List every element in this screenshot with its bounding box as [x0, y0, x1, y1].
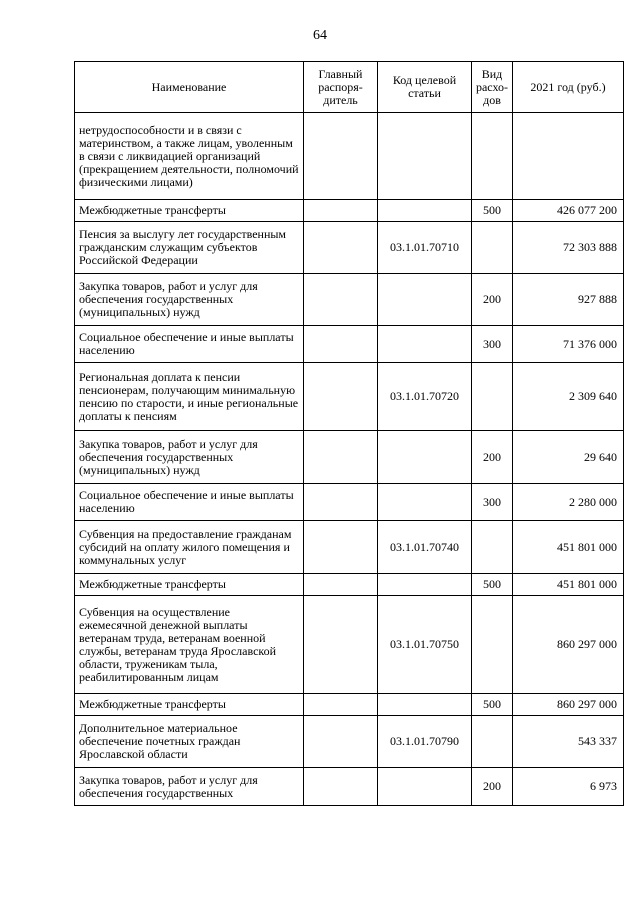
- cell-name: Межбюджетные трансферты: [75, 694, 304, 716]
- table-row: [75, 200, 624, 222]
- cell-name: Социальное обеспечение и иные выплаты населению: [75, 326, 304, 363]
- cell-code: [378, 484, 472, 521]
- table-row: [75, 363, 624, 431]
- cell-admin: [304, 274, 378, 326]
- cell-name: Дополнительное материальное обеспечение почетных граждан Ярославской области: [75, 716, 304, 768]
- table-row: [75, 113, 624, 200]
- cell-type: 500: [472, 200, 513, 222]
- cell-code: [378, 200, 472, 222]
- table-row: [75, 326, 624, 363]
- table-row: [75, 222, 624, 274]
- cell-admin: [304, 484, 378, 521]
- cell-name: Субвенция на предоставление гражданам субсидий на оплату жилого помещения и коммунальных услуг: [75, 521, 304, 574]
- table-row: [75, 484, 624, 521]
- cell-admin: [304, 768, 378, 806]
- cell-type: 500: [472, 694, 513, 716]
- header-admin: Главный распоря-дитель: [304, 62, 378, 113]
- cell-type: 300: [472, 326, 513, 363]
- cell-type: [472, 222, 513, 274]
- cell-code: 03.1.01.70790: [378, 716, 472, 768]
- table-row: [75, 694, 624, 716]
- table-row: [75, 431, 624, 484]
- cell-name: Пенсия за выслугу лет государственным гражданским служащим субъектов Российской Федерации: [75, 222, 304, 274]
- cell-code: [378, 768, 472, 806]
- cell-type: [472, 596, 513, 694]
- table-row: [75, 716, 624, 768]
- cell-amount: 426 077 200: [513, 200, 624, 222]
- cell-admin: [304, 431, 378, 484]
- cell-amount: [513, 113, 624, 200]
- cell-admin: [304, 716, 378, 768]
- cell-type: 200: [472, 274, 513, 326]
- table-body: [75, 113, 624, 806]
- cell-code: [378, 431, 472, 484]
- cell-admin: [304, 222, 378, 274]
- cell-amount: 72 303 888: [513, 222, 624, 274]
- cell-name: Закупка товаров, работ и услуг для обеспечения государственных (муниципальных) нужд: [75, 274, 304, 326]
- cell-amount: 71 376 000: [513, 326, 624, 363]
- cell-code: [378, 574, 472, 596]
- cell-code: [378, 274, 472, 326]
- header-type: Вид расхо-дов: [472, 62, 513, 113]
- cell-code: [378, 694, 472, 716]
- cell-code: 03.1.01.70750: [378, 596, 472, 694]
- cell-admin: [304, 326, 378, 363]
- table-row: [75, 274, 624, 326]
- cell-amount: 451 801 000: [513, 574, 624, 596]
- cell-amount: 927 888: [513, 274, 624, 326]
- cell-admin: [304, 596, 378, 694]
- cell-code: 03.1.01.70710: [378, 222, 472, 274]
- cell-type: [472, 363, 513, 431]
- cell-amount: 2 280 000: [513, 484, 624, 521]
- cell-name: нетрудоспособности и в связи с материнством, а также лицам, уволенным в связи с ликвидацией организаций (прекращением деятельности, полномочий физическими лицами): [75, 113, 304, 200]
- cell-admin: [304, 363, 378, 431]
- cell-type: 500: [472, 574, 513, 596]
- cell-type: 200: [472, 431, 513, 484]
- cell-code: [378, 113, 472, 200]
- cell-name: Межбюджетные трансферты: [75, 574, 304, 596]
- cell-amount: 29 640: [513, 431, 624, 484]
- cell-type: [472, 521, 513, 574]
- cell-name: Межбюджетные трансферты: [75, 200, 304, 222]
- cell-name: Закупка товаров, работ и услуг для обеспечения государственных: [75, 768, 304, 806]
- cell-code: 03.1.01.70720: [378, 363, 472, 431]
- cell-admin: [304, 694, 378, 716]
- cell-amount: 860 297 000: [513, 694, 624, 716]
- cell-code: 03.1.01.70740: [378, 521, 472, 574]
- cell-admin: [304, 574, 378, 596]
- budget-table: [74, 61, 624, 806]
- cell-amount: 6 973: [513, 768, 624, 806]
- page-number: 64: [313, 28, 327, 43]
- cell-name: Субвенция на осуществление ежемесячной денежной выплаты ветеранам труда, ветеранам военной службы, ветеранам труда Ярославской области, труженикам тыла, реабилитированным лицам: [75, 596, 304, 694]
- cell-admin: [304, 113, 378, 200]
- cell-admin: [304, 521, 378, 574]
- table-row: [75, 521, 624, 574]
- header-name: Наименование: [75, 62, 304, 113]
- cell-type: 300: [472, 484, 513, 521]
- cell-type: [472, 113, 513, 200]
- cell-amount: 860 297 000: [513, 596, 624, 694]
- header-amount: 2021 год (руб.): [513, 62, 624, 113]
- table-row: [75, 768, 624, 806]
- table-header-row: [75, 62, 624, 113]
- table-row: [75, 596, 624, 694]
- cell-code: [378, 326, 472, 363]
- cell-name: Региональная доплата к пенсии пенсионерам, получающим минимальную пенсию по старости, и иные региональные доплаты к пенсиям: [75, 363, 304, 431]
- table-row: [75, 574, 624, 596]
- cell-type: 200: [472, 768, 513, 806]
- header-code: Код целевой статьи: [378, 62, 472, 113]
- cell-amount: 451 801 000: [513, 521, 624, 574]
- cell-amount: 2 309 640: [513, 363, 624, 431]
- cell-type: [472, 716, 513, 768]
- cell-name: Закупка товаров, работ и услуг для обеспечения государственных (муниципальных) нужд: [75, 431, 304, 484]
- cell-name: Социальное обеспечение и иные выплаты населению: [75, 484, 304, 521]
- cell-admin: [304, 200, 378, 222]
- cell-amount: 543 337: [513, 716, 624, 768]
